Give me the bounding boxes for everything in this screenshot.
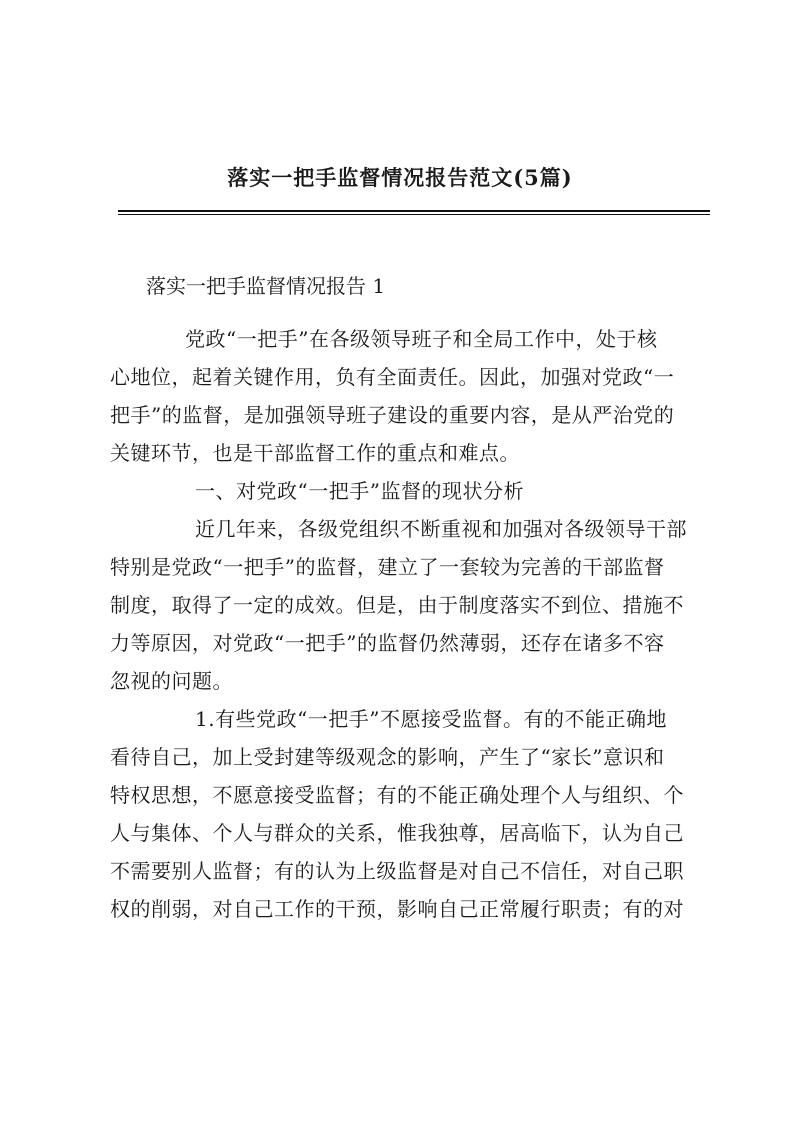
paragraph-line: 心地位，起着关键作用，负有全面责任。因此，加强对党政“一 [110,365,675,389]
paragraph-line: 力等原因，对党政“一把手”的监督仍然薄弱，还存在诸多不容 [110,631,665,655]
paragraph-line: 制度，取得了一定的成效。但是，由于制度落实不到位、措施不 [110,593,684,617]
title-divider-thick [118,210,710,212]
subheading-line: 一、对党政“一把手”监督的现状分析 [195,479,524,503]
paragraph-line: 人与集体、个人与群众的关系，惟我独尊，居高临下，认为自己 [110,821,684,845]
paragraph-line: 忽视的问题。 [110,669,233,693]
document-title: 落实一把手监督情况报告范文(5篇) [227,165,573,190]
paragraph-line: 关键环节，也是干部监督工作的重点和难点。 [110,441,520,465]
paragraph-line: 权的削弱，对自己工作的干预，影响自己正常履行职责；有的对 [110,897,684,921]
paragraph-point-1 [110,700,710,928]
paragraph-recent-years [110,510,710,700]
paragraph-line: 1.有些党政“一把手”不愿接受监督。有的不能正确地 [195,707,668,731]
document-body [110,270,710,928]
paragraph-line: 特权思想，不愿意接受监督；有的不能正确处理个人与组织、个 [110,783,684,807]
paragraph-line: 近几年来，各级党组织不断重视和加强对各级领导干部 [195,517,687,541]
title-divider-thin [118,214,710,215]
paragraph-line: 看待自己，加上受封建等级观念的影响，产生了“家长”意识和 [110,745,665,769]
paragraph-line: 把手”的监督，是加强领导班子建设的重要内容，是从严治党的 [110,403,675,427]
paragraph-intro [110,320,710,472]
section-heading: 落实一把手监督情况报告 1 [146,274,386,298]
paragraph-line: 特别是党政“一把手”的监督，建立了一套较为完善的干部监督 [110,555,665,579]
paragraph-line: 党政“一把手”在各级领导班子和全局工作中，处于核 [185,327,658,351]
subheading-status-analysis [110,472,710,510]
paragraph-line: 不需要别人监督；有的认为上级监督是对自己不信任，对自己职 [110,859,684,883]
